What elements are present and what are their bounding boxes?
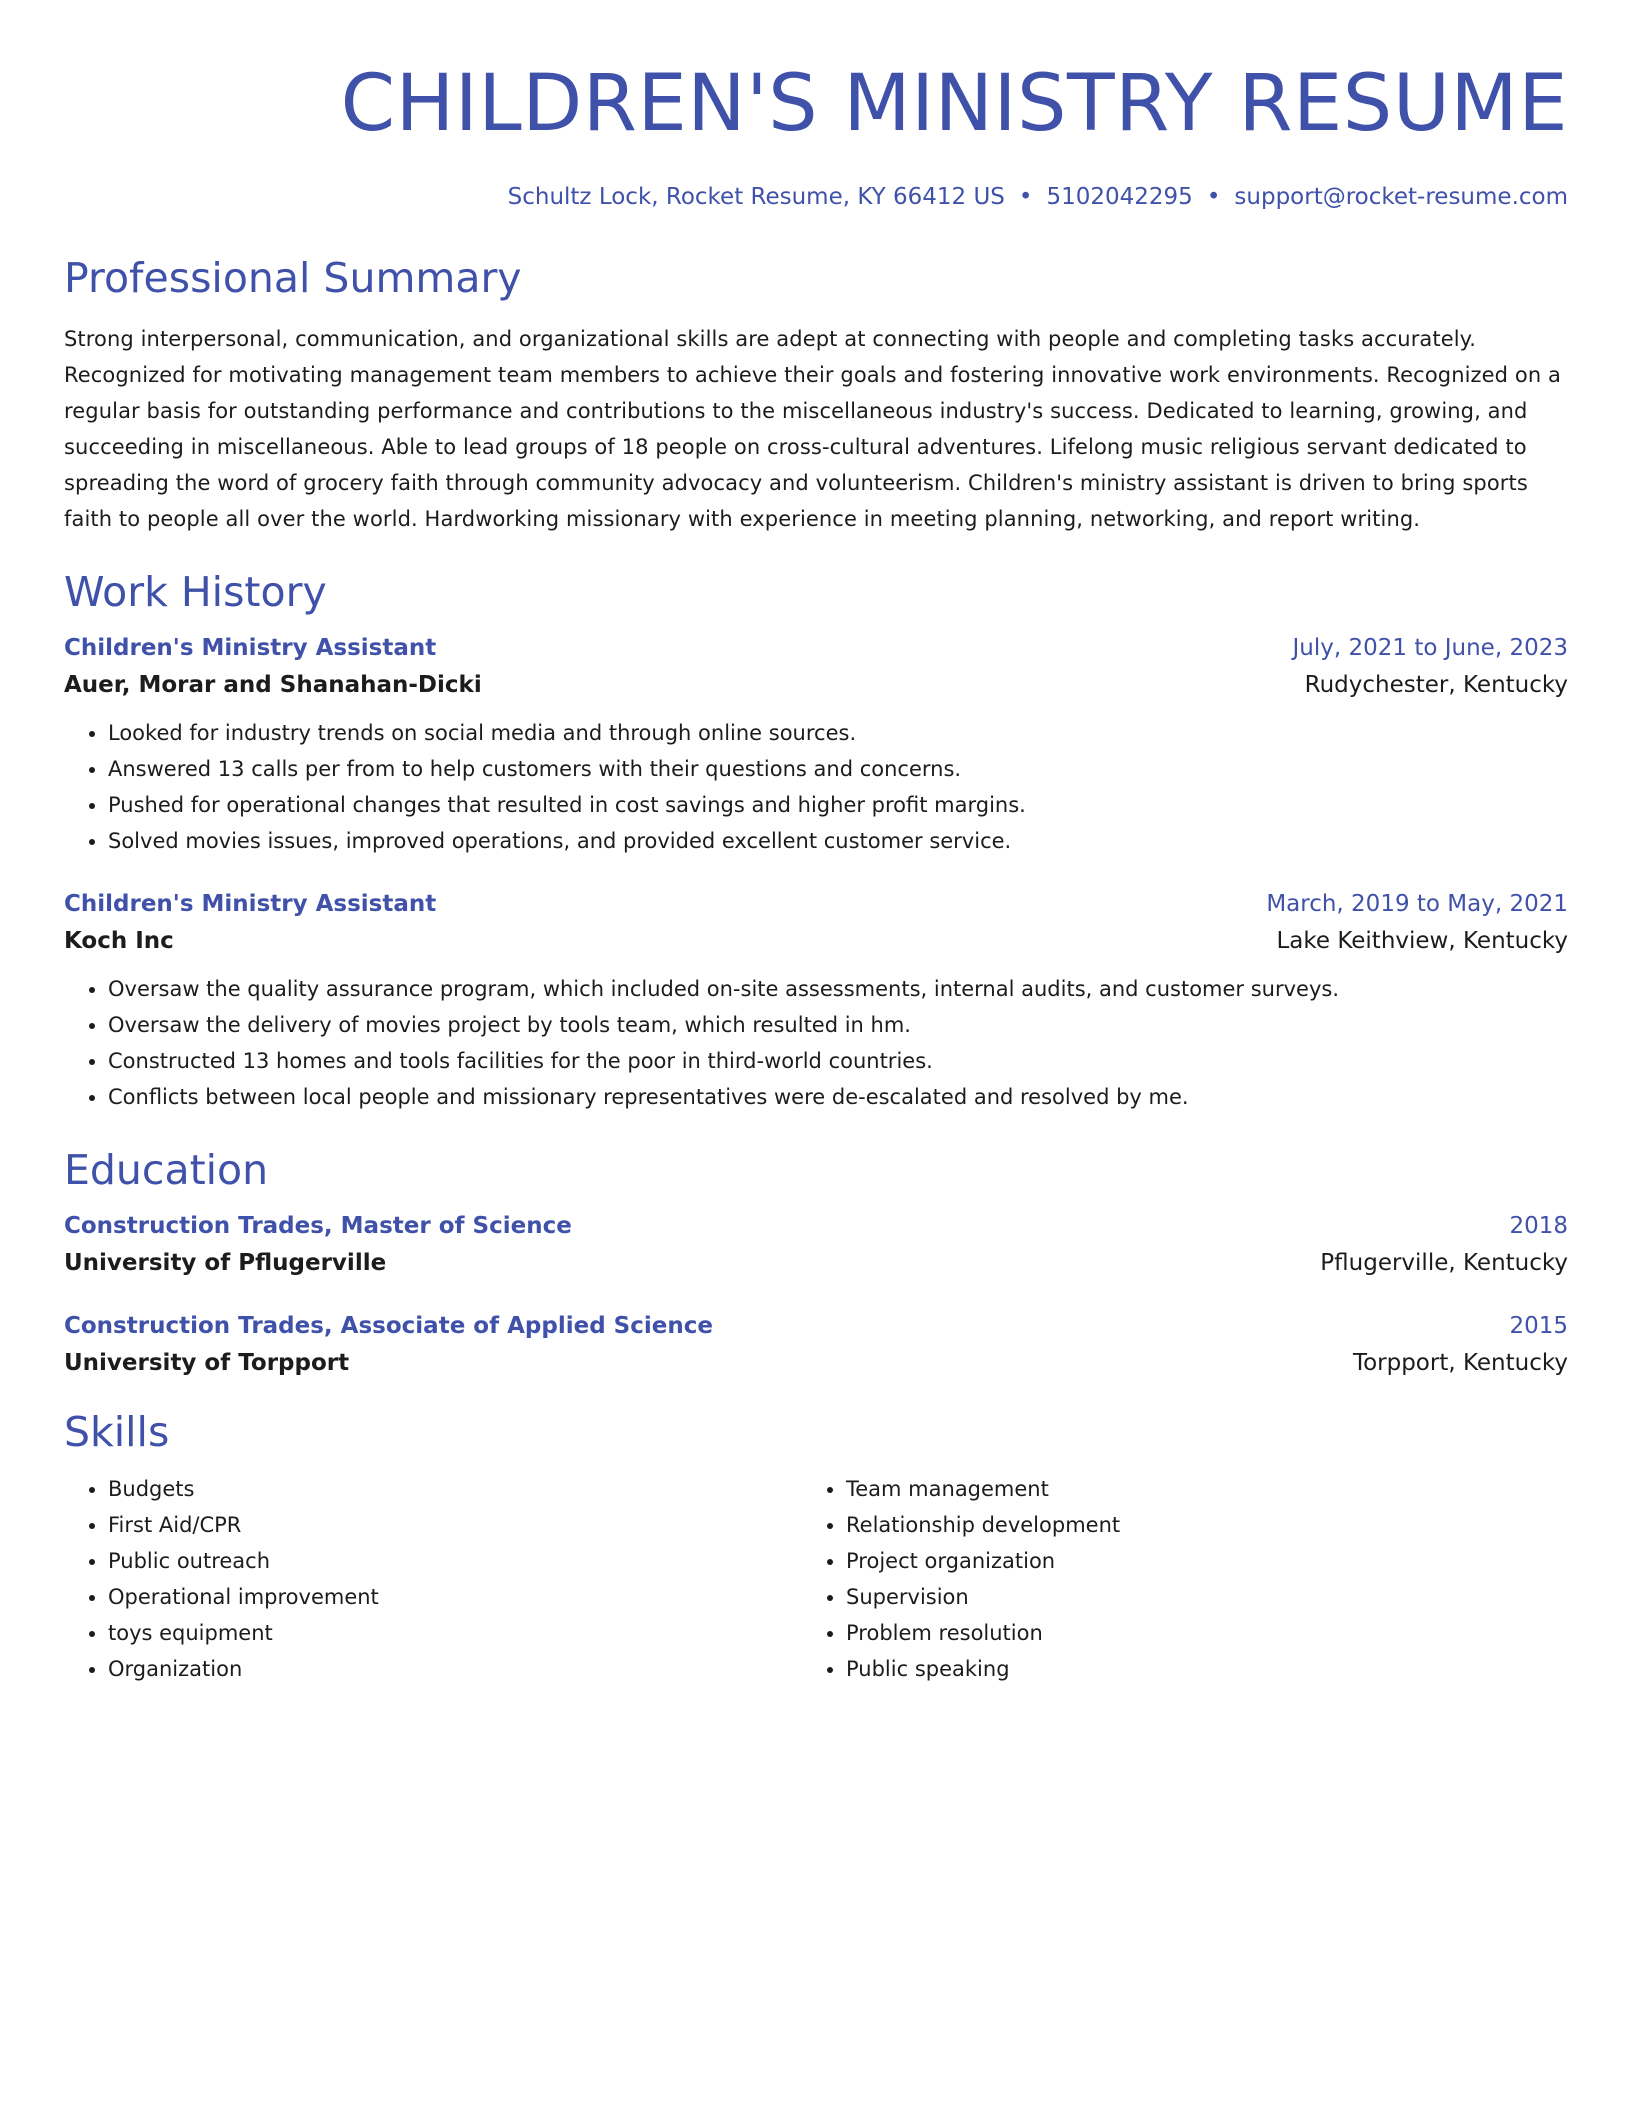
- contact-separator: •: [1206, 184, 1221, 210]
- skill-item: • toys equipment: [108, 1615, 802, 1651]
- resume-header: [64, 56, 1568, 212]
- job-company-row: [64, 921, 1568, 961]
- job-entry: [64, 887, 1568, 1115]
- summary-section: [64, 253, 1568, 537]
- skill-item: • Budgets: [108, 1471, 802, 1507]
- job-company: Auer, Morar and Shanahan-Dicki: [64, 672, 482, 698]
- job-location: Rudychester, Kentucky: [1304, 672, 1568, 698]
- job-location: Lake Keithview, Kentucky: [1276, 928, 1568, 954]
- school-name: University of Torpport: [64, 1350, 350, 1376]
- skill-item: • Project organization: [846, 1543, 1540, 1579]
- summary-text: Strong interpersonal, communication, and organizational skills are adept at connecting with people and completing tasks accurately. Recognized for motivating management team members to achieve their goals and fostering innovative work environments. Recognized on a regular basis for outstanding performance and contributions to the miscellaneous industry's success. Dedicated to learning, growing, and succeeding in miscellaneous. Able to lead groups of 18 people on cross-cultural adventures. Lifelong music religious servant dedicated to spreading the word of grocery faith through community advocacy and volunteerism. Children's ministry assistant is driven to bring sports faith to people all over the world. Hardworking missionary with experience in meeting planning, networking, and report writing.: [64, 327, 1561, 531]
- job-bullet: • Conflicts between local people and missionary representatives were de-escalated and resolved by me.: [108, 1079, 1568, 1115]
- degree-title: Construction Trades, Master of Science: [64, 1213, 572, 1239]
- job-bullets: [64, 715, 1568, 859]
- summary-heading: Professional Summary: [64, 254, 522, 302]
- job-company-row: [64, 665, 1568, 705]
- job-bullet: • Oversaw the delivery of movies project by tools team, which resulted in hm.: [108, 1007, 1568, 1043]
- education-section: [64, 1145, 1568, 1383]
- skills-column-right: [802, 1471, 1540, 1687]
- skill-item: • Team management: [846, 1471, 1540, 1507]
- job-bullet: • Pushed for operational changes that resulted in cost savings and higher profit margins.: [108, 787, 1568, 823]
- school-location: Torpport, Kentucky: [1352, 1350, 1568, 1376]
- job-company: Koch Inc: [64, 928, 174, 954]
- job-title: Children's Ministry Assistant: [64, 635, 437, 661]
- skill-item: • Relationship development: [846, 1507, 1540, 1543]
- contact-email: support@rocket-resume.com: [1234, 184, 1568, 210]
- job-title-row: [64, 631, 1568, 665]
- contact-address: Schultz Lock, Rocket Resume, KY 66412 US: [507, 184, 1005, 210]
- resume-title: CHILDREN'S MINISTRY RESUME: [340, 59, 1568, 149]
- job-dates: March, 2019 to May, 2021: [1266, 891, 1568, 917]
- skills-column-left: [64, 1471, 802, 1687]
- skill-item: • Operational improvement: [108, 1579, 802, 1615]
- education-entry: [64, 1309, 1568, 1383]
- work-history-section: [64, 567, 1568, 1115]
- contact-phone: 5102042295: [1046, 184, 1193, 210]
- skills-heading: Skills: [64, 1408, 170, 1456]
- job-bullet: • Oversaw the quality assurance program, which included on-site assessments, internal audits, and customer surveys.: [108, 971, 1568, 1007]
- job-bullet: • Solved movies issues, improved operations, and provided excellent customer service.: [108, 823, 1568, 859]
- degree-year: 2018: [1509, 1213, 1568, 1239]
- contact-line: [64, 182, 1568, 212]
- skill-item: • Public outreach: [108, 1543, 802, 1579]
- school-location: Pflugerville, Kentucky: [1320, 1250, 1568, 1276]
- job-dates: July, 2021 to June, 2023: [1292, 635, 1568, 661]
- skill-item: • Organization: [108, 1651, 802, 1687]
- school-name: University of Pflugerville: [64, 1250, 387, 1276]
- job-title-row: [64, 887, 1568, 921]
- skill-item: • First Aid/CPR: [108, 1507, 802, 1543]
- education-entry: [64, 1209, 1568, 1283]
- degree-title: Construction Trades, Associate of Applied Science: [64, 1313, 713, 1339]
- skills-grid: [64, 1471, 1568, 1687]
- school-row: [64, 1343, 1568, 1383]
- degree-year: 2015: [1509, 1313, 1568, 1339]
- job-entry: [64, 631, 1568, 859]
- skill-item: • Problem resolution: [846, 1615, 1540, 1651]
- job-bullets: [64, 971, 1568, 1115]
- degree-row: [64, 1309, 1568, 1343]
- job-bullet: • Looked for industry trends on social media and through online sources.: [108, 715, 1568, 751]
- skill-item: • Supervision: [846, 1579, 1540, 1615]
- job-bullet: • Answered 13 calls per from to help customers with their questions and concerns.: [108, 751, 1568, 787]
- degree-row: [64, 1209, 1568, 1243]
- contact-separator: •: [1018, 184, 1033, 210]
- school-row: [64, 1243, 1568, 1283]
- skills-section: [64, 1407, 1568, 1687]
- job-title: Children's Ministry Assistant: [64, 891, 437, 917]
- education-heading: Education: [64, 1146, 269, 1194]
- skill-item: • Public speaking: [846, 1651, 1540, 1687]
- work-history-heading: Work History: [64, 568, 327, 616]
- job-bullet: • Constructed 13 homes and tools facilities for the poor in third-world countries.: [108, 1043, 1568, 1079]
